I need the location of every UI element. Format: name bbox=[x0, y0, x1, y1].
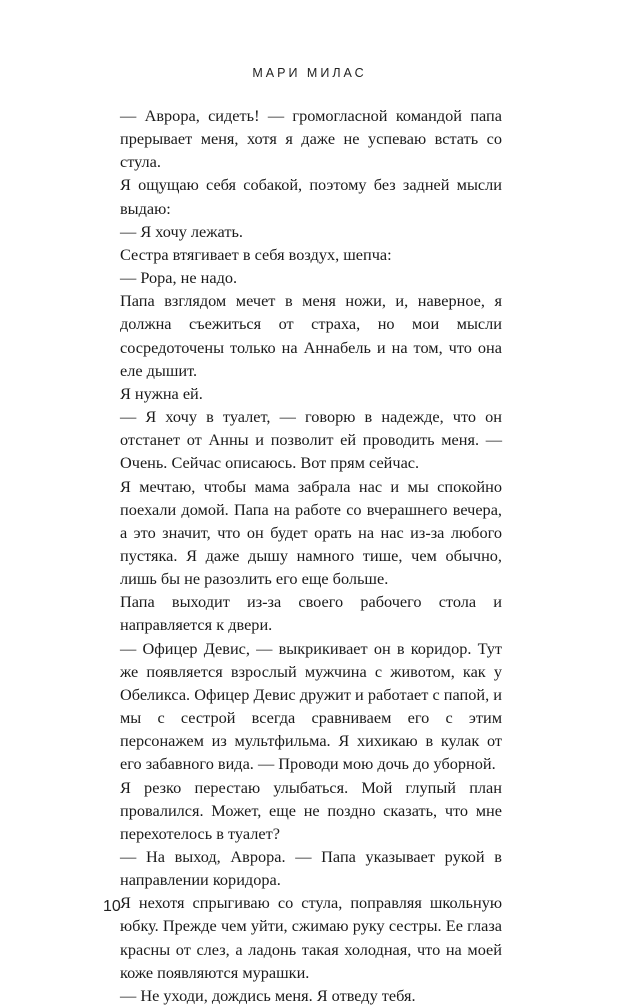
paragraph: Я нужна ей. bbox=[120, 383, 203, 403]
running-header: МАРИ МИЛАС bbox=[252, 66, 367, 80]
page-number: 10 bbox=[103, 898, 121, 915]
paragraph: Я ощущаю себя собакой, поэтому без задней мысли выдаю: bbox=[120, 175, 502, 218]
paragraph: Я мечтаю, чтобы мама забрала нас и мы спокойно поехали домой. Папа на работе со вчерашнего вечера, а это значит, что он будет орать на нас из-за любого пустяка. Я даже дышу намного тише, чем обычно, лишь бы не разозлить его еще больше. bbox=[120, 476, 502, 589]
paragraph: — Не уходи, дождись меня. Я отведу тебя. bbox=[120, 985, 416, 1005]
paragraph: — Рора, не надо. bbox=[120, 268, 238, 288]
paragraph: — На выход, Аврора. — Папа указывает рукой в направлении коридора. bbox=[120, 847, 502, 890]
paragraph: — Я хочу лежать. bbox=[120, 221, 243, 241]
paragraph: Я резко перестаю улыбаться. Мой глупый план провалился. Может, еще не поздно сказать, что мне перехотелось в туалет? bbox=[120, 777, 502, 843]
paragraph: Папа выходит из-за своего рабочего стола и направляется к двери. bbox=[120, 592, 502, 635]
paragraph: — Я хочу в туалет, — говорю в надежде, что он отстанет от Анны и позволит ей проводить меня. — Очень. Сейчас описаюсь. Вот прям сейчас. bbox=[120, 407, 502, 473]
paragraph: — Аврора, сидеть! — громогласной командой папа прерывает меня, хотя я даже не успеваю встать со стула. bbox=[120, 106, 502, 172]
page-body bbox=[120, 104, 502, 1007]
paragraph: — Офицер Девис, — выкрикивает он в коридор. Тут же появляется взрослый мужчина с животом, как у Обеликса. Офицер Девис дружит и работает с папой, и мы с сестрой всегда сравниваем его с этим персонажем из мультфильма. Я хихикаю в кулак от его забавного вида. — Проводи мою дочь до уборной. bbox=[120, 638, 502, 774]
paragraph: Папа взглядом мечет в меня ножи, и, наверное, я должна съежиться от страха, но мои мысли сосредоточены только на Аннабель и на том, что она еле дышит. bbox=[120, 291, 502, 380]
paragraph: Я нехотя спрыгиваю со стула, поправляя школьную юбку. Прежде чем уйти, сжимаю руку сестры. Ее глаза красны от слез, а ладонь такая холодная, что на моей коже появляются мурашки. bbox=[120, 893, 502, 982]
paragraph: Сестра втягивает в себя воздух, шепча: bbox=[120, 244, 392, 264]
